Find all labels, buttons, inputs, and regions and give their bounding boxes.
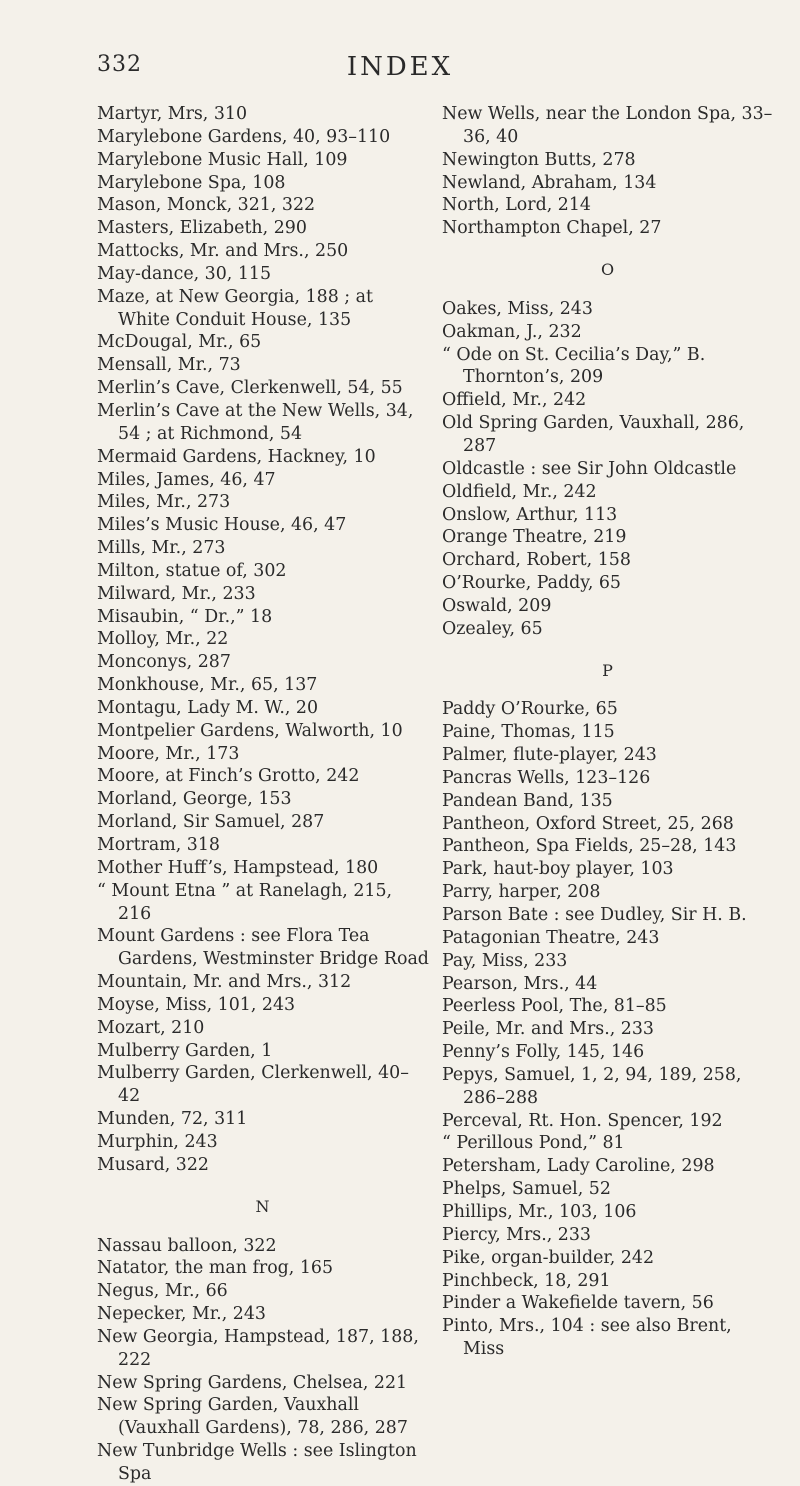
index-entry: Oakes, Miss, 243: [442, 298, 593, 319]
index-entry: Mulberry Garden, Clerkenwell, 40–42: [97, 1063, 409, 1107]
index-entry: Mortram, 318: [97, 835, 220, 855]
index-entry: Phelps, Samuel, 52: [442, 1179, 611, 1200]
index-entry: Orange Theatre, 219: [442, 527, 627, 548]
index-entry: Orchard, Robert, 158: [442, 550, 631, 571]
index-entry: Miles, James, 46, 47: [97, 469, 276, 490]
index-entry: Pike, organ-builder, 242: [442, 1247, 655, 1268]
index-entry: Mermaid Gardens, Hackney, 10: [97, 446, 376, 467]
index-entry: Parry, harper, 208: [442, 882, 601, 903]
index-entry: Moyse, Miss, 101, 243: [97, 994, 296, 1015]
index-entry: Pepys, Samuel, 1, 2, 94, 189, 258, 286–288: [442, 1064, 742, 1108]
index-entry: Moore, at Finch’s Grotto, 242: [97, 766, 360, 787]
index-entry: Maze, at New Georgia, 188 ; at White Conduit House, 135: [97, 286, 374, 330]
index-entry: Oldfield, Mr., 242: [442, 481, 597, 502]
index-column-left: [97, 103, 429, 1486]
index-entry: Misaubin, “ Dr.,” 18: [97, 606, 273, 627]
index-entry: Mother Huff’s, Hampstead, 180: [97, 857, 379, 878]
index-entry: New Georgia, Hampstead, 187, 188, 222: [97, 1326, 419, 1370]
index-entry: Moore, Mr., 173: [97, 743, 240, 764]
page-header: [0, 52, 800, 92]
index-entry: Peile, Mr. and Mrs., 233: [442, 1019, 654, 1040]
index-entry: Pinchbeck, 18, 291: [442, 1270, 611, 1291]
index-entry: Park, haut-boy player, 103: [442, 859, 674, 880]
index-entry: Pandean Band, 135: [442, 790, 613, 811]
index-entry: Morland, Sir Samuel, 287: [97, 812, 325, 833]
index-entry: Munden, 72, 311: [97, 1109, 248, 1130]
index-entry: Newland, Abraham, 134: [442, 172, 657, 193]
index-entry: Montagu, Lady M. W., 20: [97, 697, 319, 718]
index-entry: Offield, Mr., 242: [442, 390, 587, 411]
index-entry: Nassau balloon, 322: [97, 1235, 277, 1256]
index-entry: Masters, Elizabeth, 290: [97, 218, 307, 239]
index-entry: New Tunbridge Wells : see Islington Spa: [97, 1441, 417, 1484]
index-entry: Northampton Chapel, 27: [442, 218, 662, 239]
index-entry: Milton, statue of, 302: [97, 560, 287, 581]
index-entry: “ Ode on St. Cecilia’s Day,” B. Thornton’s, 209: [442, 344, 706, 388]
index-entry: Miles, Mr., 273: [97, 492, 231, 513]
index-entry: Palmer, flute-player, 243: [442, 745, 657, 766]
index-entry: Old Spring Garden, Vauxhall, 286, 287: [442, 413, 745, 456]
index-entry: Mensall, Mr., 73: [97, 355, 241, 376]
index-entry: Pinto, Mrs., 104 : see also Brent, Miss: [442, 1316, 732, 1360]
index-entry: Petersham, Lady Caroline, 298: [442, 1156, 715, 1177]
index-entry: Morland, George, 153: [97, 789, 292, 810]
index-entry: “ Perillous Pond,” 81: [442, 1133, 625, 1154]
section-letter: O: [600, 260, 616, 280]
index-entry: Montpelier Gardens, Walworth, 10: [97, 720, 403, 741]
index-entry: Mulberry Garden, 1: [97, 1040, 273, 1061]
index-entry: Pancras Wells, 123–126: [442, 767, 651, 788]
index-entry: Merlin’s Cave, Clerkenwell, 54, 55: [97, 378, 403, 399]
section-letter: N: [255, 1196, 271, 1216]
index-entry: Pearson, Mrs., 44: [442, 973, 598, 994]
index-entry: Molloy, Mr., 22: [97, 629, 229, 650]
index-entry: Mattocks, Mr. and Mrs., 250: [97, 241, 349, 262]
index-entry: New Spring Garden, Vauxhall (Vauxhall Gardens), 78, 286, 287: [97, 1395, 408, 1439]
index-entry: Parson Bate : see Dudley, Sir H. B.: [442, 905, 747, 925]
page-number: 332: [97, 52, 142, 77]
index-entry: Perceval, Rt. Hon. Spencer, 192: [442, 1110, 723, 1131]
index-entry: Pantheon, Oxford Street, 25, 268: [442, 813, 734, 834]
index-entry: Murphin, 243: [97, 1131, 218, 1152]
index-entry: Paddy O’Rourke, 65: [442, 699, 618, 720]
index-entry: Onslow, Arthur, 113: [442, 504, 618, 525]
section-letter: P: [602, 660, 614, 680]
index-entry: Piercy, Mrs., 233: [442, 1224, 591, 1245]
index-entry: McDougal, Mr., 65: [97, 332, 262, 353]
index-entry: Mount Gardens : see Flora Tea Gardens, Westminster Bridge Road: [97, 926, 429, 970]
index-entry: Marylebone Music Hall, 109: [97, 149, 348, 170]
index-entry: Phillips, Mr., 103, 106: [442, 1201, 637, 1222]
index-entry: Oswald, 209: [442, 595, 552, 616]
index-entry: Pinder a Wakefielde tavern, 56: [442, 1293, 714, 1314]
index-entry: Mountain, Mr. and Mrs., 312: [97, 972, 352, 993]
index-entry: Natator, the man frog, 165: [97, 1258, 334, 1279]
index-entry: Ozealey, 65: [442, 618, 543, 639]
index-entry: Paine, Thomas, 115: [442, 722, 615, 743]
index-entry: Patagonian Theatre, 243: [442, 927, 660, 948]
index-entry: Peerless Pool, The, 81–85: [442, 996, 667, 1017]
index-entry: New Spring Gardens, Chelsea, 221: [97, 1372, 408, 1393]
index-entry: Marylebone Gardens, 40, 93–110: [97, 126, 391, 147]
index-column-right: [442, 103, 774, 1361]
index-entry: Oakman, J., 232: [442, 321, 582, 342]
index-entry: Miles’s Music House, 46, 47: [97, 515, 347, 536]
index-entry: Negus, Mr., 66: [97, 1281, 228, 1302]
index-entry: North, Lord, 214: [442, 195, 591, 216]
index-entry: New Wells, near the London Spa, 33–36, 40: [442, 104, 773, 147]
index-entry: Musard, 322: [97, 1154, 209, 1175]
index-entry: Marylebone Spa, 108: [97, 172, 286, 193]
index-entry: Monconys, 287: [97, 652, 231, 673]
index-entry: Mason, Monck, 321, 322: [97, 195, 316, 216]
index-entry: Milward, Mr., 233: [97, 583, 256, 604]
page-title: INDEX: [346, 52, 454, 82]
index-entry: Mills, Mr., 273: [97, 538, 226, 559]
index-entry: O’Rourke, Paddy, 65: [442, 573, 621, 594]
index-entry: May-dance, 30, 115: [97, 263, 272, 284]
index-entry: Newington Butts, 278: [442, 149, 636, 170]
index-entry: Merlin’s Cave at the New Wells, 34, 54 ; at Richmond, 54: [97, 400, 414, 444]
index-entry: Oldcastle : see Sir John Oldcastle: [442, 458, 737, 479]
index-entry: Monkhouse, Mr., 65, 137: [97, 675, 318, 696]
index-entry: Nepecker, Mr., 243: [97, 1304, 266, 1325]
index-entry: Mozart, 210: [97, 1017, 205, 1038]
index-entry: Pantheon, Spa Fields, 25–28, 143: [442, 836, 737, 857]
index-entry: Pay, Miss, 233: [442, 950, 568, 971]
index-entry: Martyr, Mrs, 310: [97, 104, 248, 124]
index-entry: “ Mount Etna ” at Ranelagh, 215, 216: [97, 880, 393, 924]
index-entry: Penny’s Folly, 145, 146: [442, 1042, 645, 1063]
